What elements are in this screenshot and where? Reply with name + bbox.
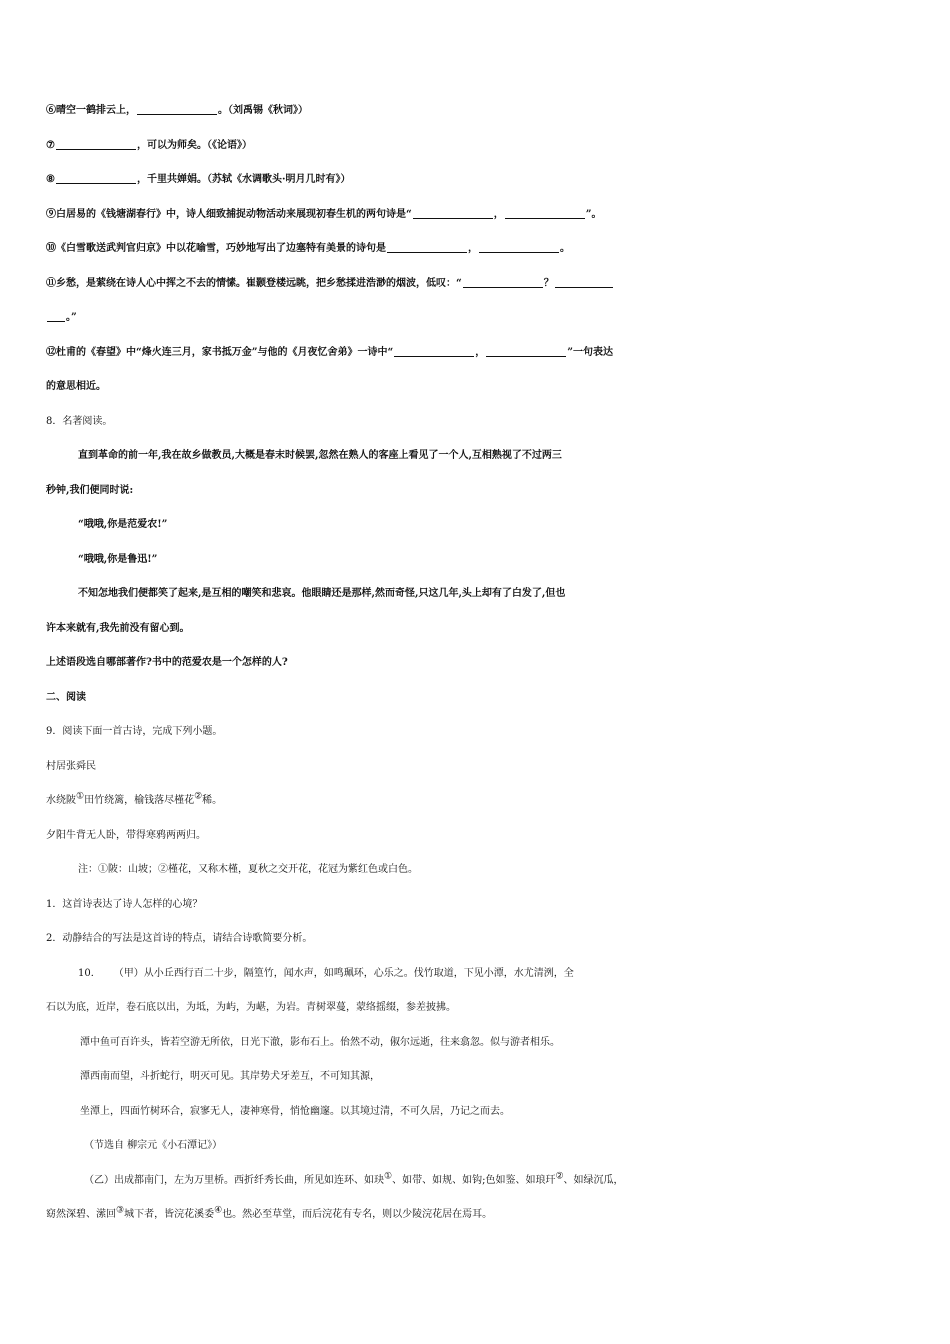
q7-item-11-cont: 。” — [46, 301, 908, 336]
q7-item-6: ⑥晴空一鹤排云上， 。（刘禹锡《秋词》） — [46, 94, 908, 129]
poem-title: 村居张舜民 — [46, 760, 96, 772]
answer-blank[interactable] — [56, 133, 136, 150]
q10-source: （节选自 柳宗元《小石潭记》） — [84, 1140, 223, 1151]
answer-blank[interactable] — [479, 236, 559, 253]
q8-para-1-cont: 秒钟,我们便同时说: — [46, 484, 134, 496]
q9-sub-2: 2．动静结合的写法是这首诗的特点，请结合诗歌简要分析。 — [46, 933, 313, 944]
q8-quote-1: “哦哦,你是范爱农!” — [78, 519, 168, 530]
q10-para-1-cont: 石以为底，近岸，卷石底以出，为坻，为屿，为嵁，为岩。青树翠蔓，蒙络摇缀，参差披拂。 — [46, 1002, 456, 1013]
poem-line-2: 夕阳牛背无人卧，带得寒鸦两两归。 — [46, 829, 206, 841]
q7-item-9: ⑨白居易的《钱塘湖春行》中，诗人细致捕捉动物活动来展现初春生机的两句诗是“ ， ”。 — [46, 198, 908, 233]
q10-para-4: 坐潭上，四面竹树环合，寂寥无人，凄神寒骨，悄怆幽邃。以其境过清，不可久居，乃记之而去。 — [80, 1105, 510, 1117]
poem-line-1: 水绕陂①田竹绕篱，榆钱落尽槿花②稀。 — [46, 791, 223, 806]
q10-yi-para-2: 窈然深碧、潆回③城下者，皆浣花溪委④也。然必至草堂，而后浣花有专名，则以少陵浣花居在焉耳。 — [46, 1205, 493, 1220]
q7-item-11: ⑪乡愁，是萦绕在诗人心中挥之不去的情愫。崔颢登楼远眺，把乡愁揉进浩渺的烟波，低叹：“ ？ — [46, 267, 908, 302]
section-heading: 二、阅读 — [46, 691, 86, 703]
answer-blank[interactable] — [413, 202, 493, 219]
q7-item-7: ⑦ ，可以为师矣。（《论语》） — [46, 129, 908, 164]
answer-blank[interactable] — [56, 167, 136, 184]
q10-para-1: 10． （甲）从小丘西行百二十步，隔篁竹，闻水声，如鸣珮环，心乐之。伐竹取道，下见小潭，水尤清洌，全 — [78, 967, 574, 979]
answer-blank[interactable] — [387, 236, 467, 253]
q7-item-8: ⑧ ，千里共婵娟。（苏轼《水调歌头·明月几时有》） — [46, 163, 908, 198]
q8-para-2: 不知怎地我们便都笑了起来,是互相的嘲笑和悲哀。他眼睛还是那样,然而奇怪,只这几年,头上却有了白发了,但也 — [78, 588, 566, 599]
q9-title: 9．阅读下面一首古诗，完成下列小题。 — [46, 726, 223, 737]
q8-quote-2: “哦哦,你是鲁迅!” — [78, 553, 158, 565]
q7-item-12: ⑫杜甫的《春望》中“烽火连三月，家书抵万金”与他的《月夜忆舍弟》一诗中“ ， ”一句表达 — [46, 336, 908, 371]
q8-para-1: 直到革命的前一年,我在故乡做教员,大概是春末时候罢,忽然在熟人的客座上看见了一个人,互相熟视了不过两三 — [78, 450, 562, 461]
answer-blank[interactable] — [463, 271, 543, 288]
poem-note: 注：①陂：山坡；②槿花，又称木槿，夏秋之交开花，花冠为紫红色或白色。 — [78, 864, 418, 875]
answer-blank[interactable] — [137, 98, 217, 115]
answer-blank[interactable] — [47, 305, 65, 322]
answer-blank[interactable] — [555, 271, 613, 288]
answer-blank[interactable] — [394, 340, 474, 357]
q10-para-3: 潭西南而望，斗折蛇行，明灭可见。其岸势犬牙差互，不可知其源， — [80, 1071, 380, 1082]
q8-para-2-cont: 许本来就有,我先前没有留心到。 — [46, 622, 190, 634]
q7-item-10: ⑩《白雪歌送武判官归京》中以花喻雪，巧妙地写出了边塞特有美景的诗句是 ， 。 — [46, 232, 908, 267]
answer-blank[interactable] — [486, 340, 566, 357]
q8-question: 上述语段选自哪部著作?书中的范爱农是一个怎样的人? — [46, 657, 288, 668]
q10-para-2: 潭中鱼可百许头，皆若空游无所依，日光下澈，影布石上。佁然不动，俶尔远逝，往来翕忽。似与游者相乐。 — [80, 1036, 560, 1048]
answer-blank[interactable] — [505, 202, 585, 219]
document-page — [46, 94, 908, 1233]
q8-title: 8．名著阅读。 — [46, 415, 113, 427]
q10-yi-para-1: （乙）出成都南门，左为万里桥。西折纤秀长曲，所见如连环、如玦①、如带、如规、如钩;色如鉴、如琅玕②、如绿沉瓜， — [84, 1171, 624, 1186]
q9-sub-1: 1．这首诗表达了诗人怎样的心境？ — [46, 898, 203, 910]
q7-item-12-cont: 的意思相近。 — [46, 381, 106, 392]
